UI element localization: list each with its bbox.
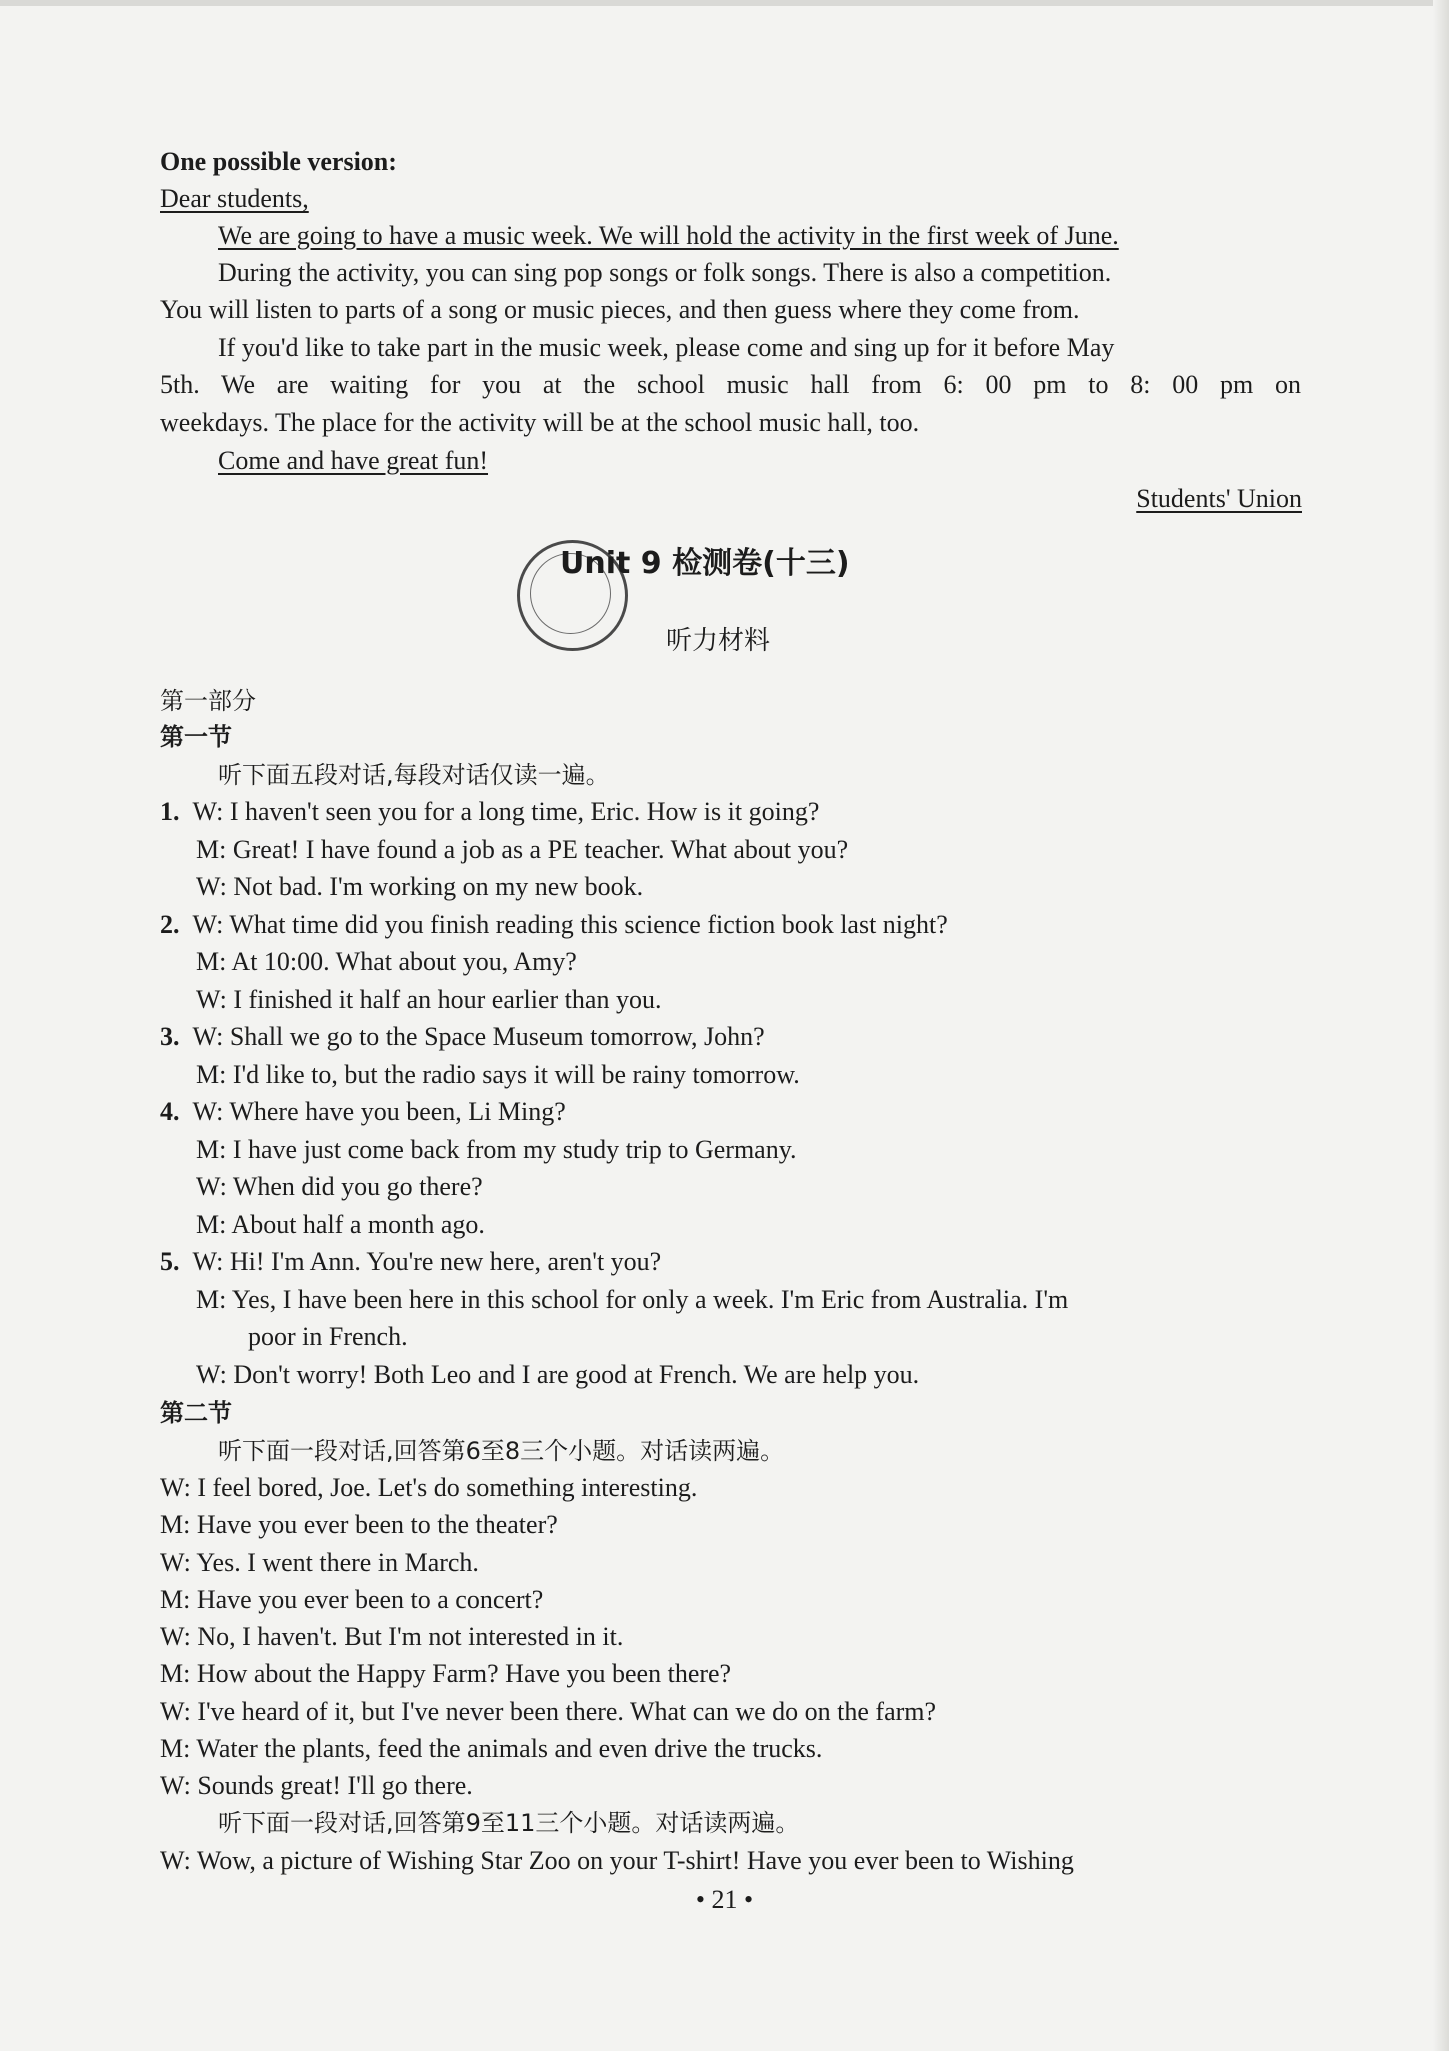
dialogue-9-line: W: Wow, a picture of Wishing Star Zoo on your T-shirt! Have you ever been to Wishing (160, 1846, 1074, 1875)
speaker-label: M: (196, 1285, 227, 1314)
dialogue-text: When did you go there? (232, 1172, 483, 1201)
dialogue-text: I have just come back from my study trip to Germany. (232, 1135, 797, 1164)
dialogue-text: I'd like to, but the radio says it will be rainy tomorrow. (232, 1060, 800, 1089)
dialogue-text: No, I haven't. But I'm not interested in it. (197, 1622, 624, 1651)
speaker-label: M: (196, 947, 227, 976)
dialogue-text: At 10:00. What about you, Amy? (231, 947, 577, 976)
speaker-label: M: (160, 1659, 191, 1688)
dialogue-line (248, 1319, 408, 1355)
letter-paragraph-2b: You will listen to parts of a song or music pieces, and then guess where they come from. (160, 295, 1080, 324)
part-1-label: 第一部分 (160, 687, 256, 715)
dialogue-line (160, 1507, 558, 1543)
letter-paragraph-3a: If you'd like to take part in the music week, please come and sing up for it before May (218, 333, 1115, 362)
speaker-label: M: (196, 1060, 227, 1089)
dialogue-text: Hi! I'm Ann. You're new here, aren't you? (229, 1247, 662, 1276)
speaker-label: W: (192, 797, 224, 826)
dialogue-line (160, 1768, 473, 1804)
dialogue-text: poor in French. (248, 1322, 408, 1351)
dialogue-text: Have you ever been to the theater? (196, 1510, 558, 1539)
dialogue-line (160, 1019, 765, 1055)
dialogue-line (160, 1619, 623, 1655)
dialogue-line (160, 794, 819, 830)
speaker-label: W: (192, 1022, 224, 1051)
speaker-label: W: (160, 1622, 191, 1651)
letter-heading: One possible version: (160, 147, 397, 176)
speaker-label: M: (160, 1585, 191, 1614)
dialogue-text: I feel bored, Joe. Let's do something interesting. (197, 1473, 698, 1502)
dialogue-line (196, 1207, 485, 1243)
dialogue-text: I haven't seen you for a long time, Eric. How is it going? (229, 797, 820, 826)
speaker-label: W: (192, 1097, 224, 1126)
page-number: • 21 • (695, 1885, 754, 1914)
letter-paragraph-3b: 5th. We are waiting for you at the school music hall from 6: 00 pm to 8: 00 pm on (160, 370, 1301, 399)
speaker-label: M: (160, 1510, 191, 1539)
speaker-label: W: (160, 1771, 191, 1800)
dialogue-number: 2. (160, 910, 180, 939)
speaker-label: W: (196, 1360, 227, 1389)
letter-paragraph-2a: During the activity, you can sing pop songs or folk songs. There is also a competition. (218, 258, 1112, 287)
dialogue-line (160, 1470, 697, 1506)
speaker-label: W: (160, 1697, 191, 1726)
dialogue-line (196, 832, 848, 868)
letter-paragraph-3c: weekdays. The place for the activity will be at the school music hall, too. (160, 408, 920, 437)
dialogue-text: Shall we go to the Space Museum tomorrow, John? (229, 1022, 765, 1051)
dialogue-text: Yes. I went there in March. (196, 1548, 479, 1577)
page-edge-shadow (1433, 0, 1449, 2051)
top-edge (0, 0, 1449, 6)
letter-salutation: Dear students, (160, 184, 309, 213)
dialogue-text: Where have you been, Li Ming? (229, 1097, 566, 1126)
dialogue-line (160, 1244, 661, 1280)
dialogue-number: 3. (160, 1022, 180, 1051)
dialogue-line (196, 982, 661, 1018)
dialogue-number: 4. (160, 1097, 180, 1126)
section-2-instruction: 听下面一段对话,回答第6至8三个小题。对话读两遍。 (218, 1437, 785, 1465)
section-1-label: 第一节 (160, 723, 232, 751)
dialogue-text: Sounds great! I'll go there. (197, 1771, 473, 1800)
unit-title: Unit 9 检测卷(十三) (560, 546, 850, 581)
dialogue-text: Don't worry! Both Leo and I are good at French. We are help you. (233, 1360, 920, 1389)
unit-subtitle: 听力材料 (666, 626, 771, 656)
dialogue-number: 5. (160, 1247, 180, 1276)
letter-closing: Come and have great fun! (218, 446, 489, 475)
speaker-label: M: (196, 1135, 227, 1164)
speaker-label: W: (160, 1548, 191, 1577)
dialogue-text: Great! I have found a job as a PE teacher. What about you? (232, 835, 849, 864)
dialogue-text: I've heard of it, but I've never been there. What can we do on the farm? (197, 1697, 937, 1726)
section-2-label: 第二节 (160, 1399, 232, 1427)
section-2-instruction-2: 听下面一段对话,回答第9至11三个小题。对话读两遍。 (218, 1809, 800, 1837)
dialogue-line (196, 1169, 483, 1205)
dialogue-text: Water the plants, feed the animals and even drive the trucks. (196, 1734, 823, 1763)
speaker-label: M: (196, 835, 227, 864)
dialogue-line (160, 1094, 566, 1130)
speaker-label: M: (160, 1734, 191, 1763)
dialogue-line (160, 1694, 936, 1730)
speaker-label: W: (196, 872, 227, 901)
dialogue-text: Yes, I have been here in this school for only a week. I'm Eric from Australia. I'm (231, 1285, 1069, 1314)
section-1-instruction: 听下面五段对话,每段对话仅读一遍。 (218, 761, 610, 789)
dialogue-line (196, 1132, 797, 1168)
letter-signature: Students' Union (1136, 484, 1302, 513)
speaker-label: W: (192, 1247, 224, 1276)
speaker-label: W: (160, 1473, 191, 1502)
dialogue-text: What time did you finish reading this science fiction book last night? (229, 910, 948, 939)
dialogue-line (160, 1656, 731, 1692)
dialogue-line (160, 1582, 543, 1618)
dialogue-text: How about the Happy Farm? Have you been there? (196, 1659, 732, 1688)
dialogue-line (196, 869, 643, 905)
dialogue-text: About half a month ago. (231, 1210, 485, 1239)
dialogue-line (160, 1545, 479, 1581)
dialogue-number: 1. (160, 797, 180, 826)
speaker-label: M: (196, 1210, 227, 1239)
dialogue-line (160, 1731, 822, 1767)
dialogue-line (196, 944, 577, 980)
dialogue-line (196, 1057, 800, 1093)
dialogue-text: Have you ever been to a concert? (196, 1585, 544, 1614)
dialogue-text: I finished it half an hour earlier than you. (233, 985, 662, 1014)
letter-paragraph-1: We are going to have a music week. We will hold the activity in the first week of June. (218, 221, 1119, 250)
speaker-label: W: (196, 985, 227, 1014)
dialogue-line (196, 1357, 919, 1393)
speaker-label: W: (192, 910, 224, 939)
speaker-label: W: (196, 1172, 227, 1201)
dialogue-text: Not bad. I'm working on my new book. (233, 872, 644, 901)
dialogue-line (196, 1282, 1068, 1318)
dialogue-line (160, 907, 948, 943)
